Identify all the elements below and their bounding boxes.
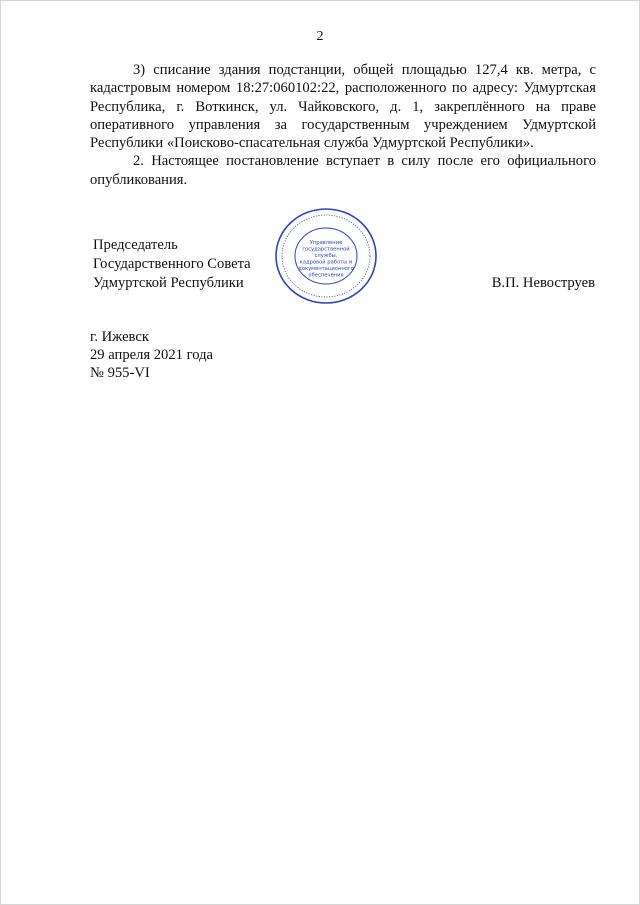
document-body: [90, 61, 596, 189]
svg-text:документационного: документационного: [298, 266, 354, 272]
document-number: № 955-VI: [90, 365, 150, 381]
signatory-name: В.П. Невоструев: [491, 275, 595, 291]
svg-text:государственной: государственной: [302, 246, 350, 253]
document-date: 29 апреля 2021 года: [90, 347, 213, 363]
document-footer: [90, 328, 213, 382]
official-seal: [273, 206, 379, 306]
city: г. Ижевск: [90, 329, 149, 345]
svg-text:кадровой работы и: кадровой работы и: [299, 259, 353, 266]
svg-text:службы,: службы,: [314, 253, 338, 259]
signatory-title-line: Удмуртской Республики: [93, 275, 244, 291]
signatory-title-line: Председатель: [93, 237, 178, 253]
page-number: 2: [316, 29, 324, 44]
paragraph-2: 2. Настоящее постановление вступает в силу после его официального опубликования.: [90, 153, 596, 188]
paragraph-item-3: 3) списание здания подстанции, общей площадью 127,4 кв. метра, с кадастровым номером 18:27:060102:22, расположенного по адресу: Удмуртская Республика, г. Воткинск, ул. Чайковского, д. 1, закреплённого на праве оперативного управления за государственным учреждением Удмуртской Республики «Поисково-спасательная служба Удмуртской Республики».: [90, 62, 596, 152]
svg-text:Управление: Управление: [309, 240, 343, 246]
signatory-title: [93, 236, 251, 293]
signatory-title-line: Государственного Совета: [93, 256, 251, 272]
svg-text:обеспечения: обеспечения: [308, 272, 344, 279]
